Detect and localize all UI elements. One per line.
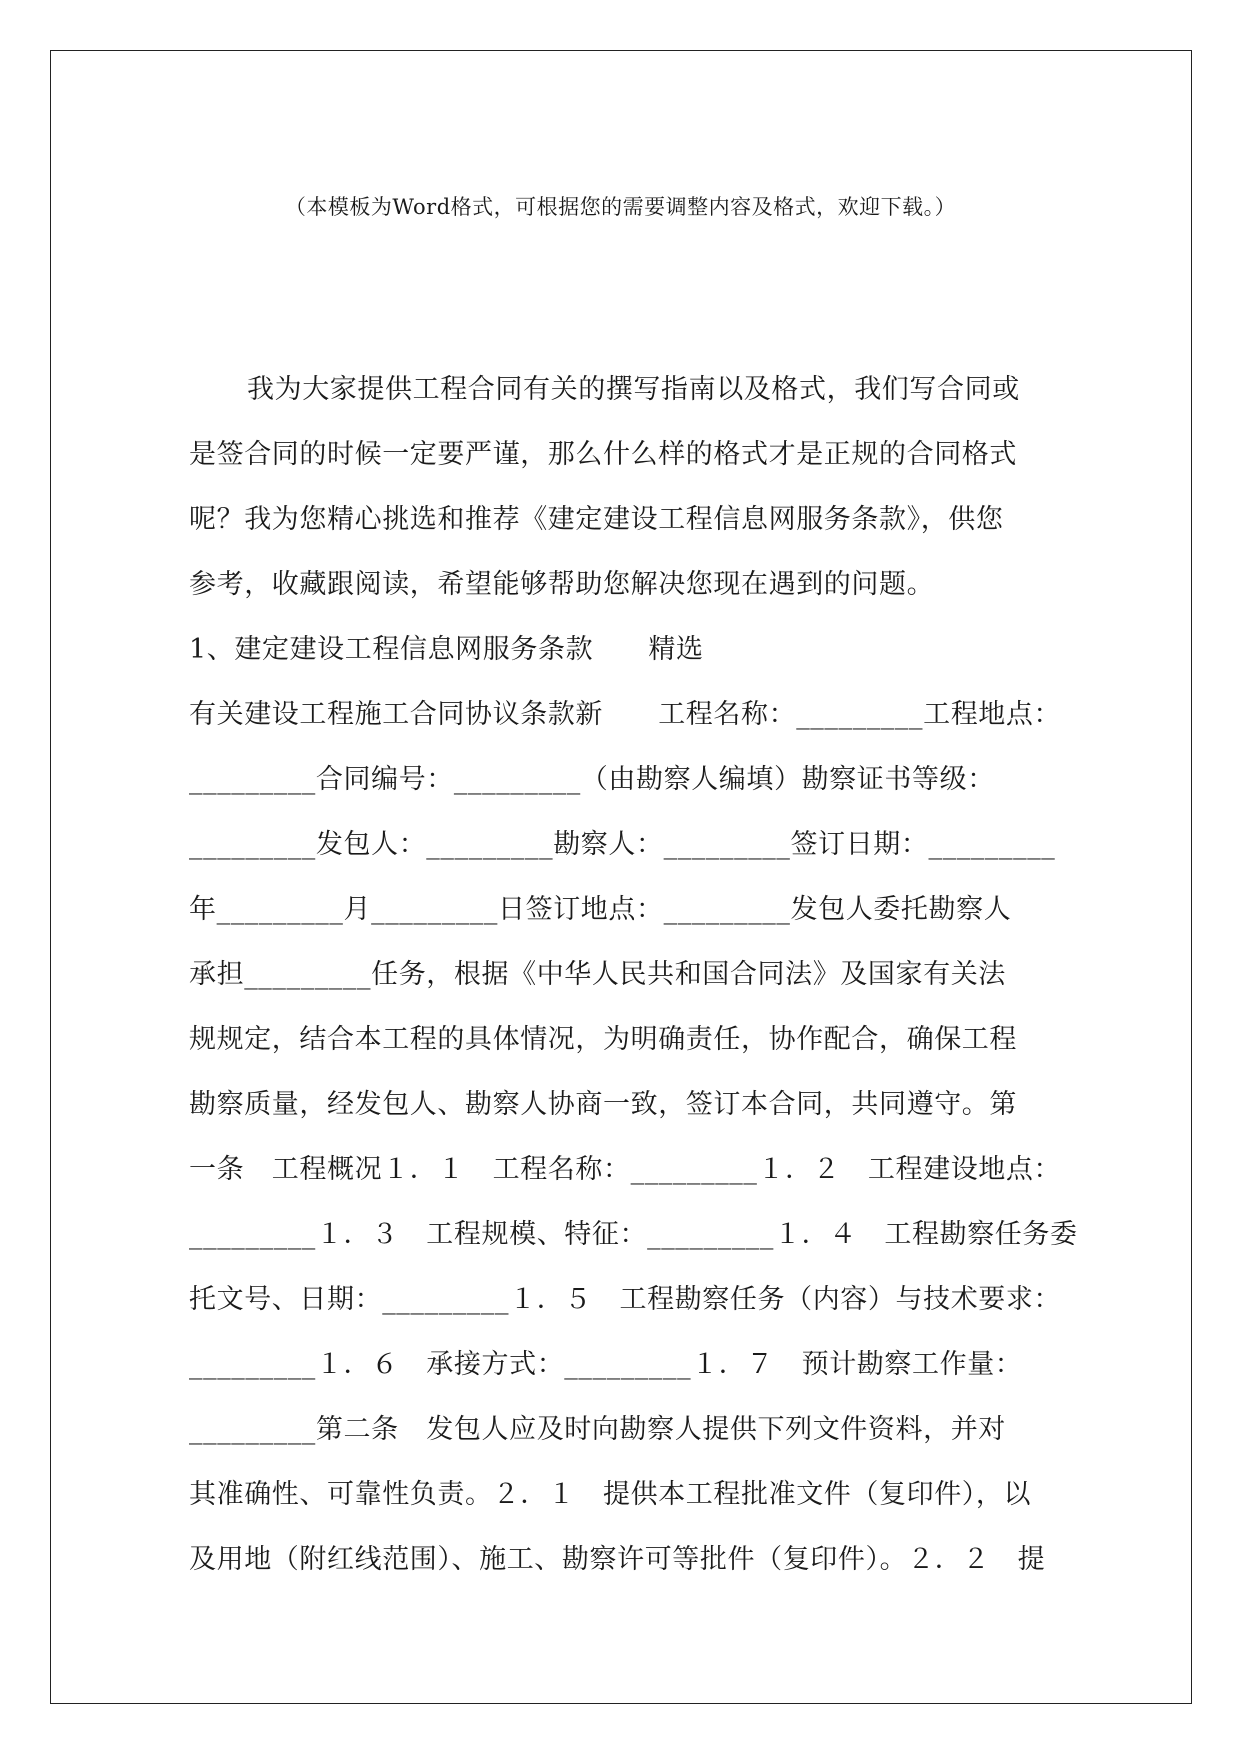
paragraph-line: 参考，收藏跟阅读，希望能够帮助您解决您现在遇到的问题。 <box>189 569 935 600</box>
document-body <box>189 370 1078 1605</box>
paragraph-line: 及用地（附红线范围）、施工、勘察许可等批件（复印件）。２．２ 提 <box>189 1544 1046 1575</box>
paragraph-line: 托文号、日期：_________１．５ 工程勘察任务（内容）与技术要求： <box>189 1284 1062 1315</box>
paragraph-line: _________合同编号：_________（由勘察人编填）勘察证书等级： <box>189 764 995 795</box>
paragraph-line: 其准确性、可靠性负责。２．１ 提供本工程批准文件（复印件），以 <box>189 1479 1032 1510</box>
paragraph-line: 一条 工程概况１．１ 工程名称：_________１．２ 工程建设地点： <box>189 1154 1062 1185</box>
section-heading: 1、建定建设工程信息网服务条款 精选 <box>189 634 704 665</box>
paragraph-line: 是签合同的时候一定要严谨，那么什么样的格式才是正规的合同格式 <box>189 439 1017 470</box>
paragraph-line: 勘察质量，经发包人、勘察人协商一致，签订本合同，共同遵守。第 <box>189 1089 1017 1120</box>
paragraph-line: 承担_________任务，根据《中华人民共和国合同法》及国家有关法 <box>189 959 1006 990</box>
paragraph-line: _________１．３ 工程规模、特征：_________１．４ 工程勘察任务委 <box>189 1219 1078 1250</box>
paragraph-line: _________第二条 发包人应及时向勘察人提供下列文件资料，并对 <box>189 1414 1006 1445</box>
paragraph-line: 呢？我为您精心挑选和推荐《建定建设工程信息网服务条款》，供您 <box>189 504 1004 535</box>
paragraph-line: _________发包人：_________勘察人：_________签订日期：_________ <box>189 829 1056 860</box>
paragraph-line: 有关建设工程施工合同协议条款新 工程名称：_________工程地点： <box>189 699 1062 730</box>
paragraph-line: 我为大家提供工程合同有关的撰写指南以及格式，我们写合同或 <box>247 374 1020 405</box>
template-notice: （本模板为Word格式，可根据您的需要调整内容及格式，欢迎下载。） <box>284 195 957 219</box>
paragraph-line: 规规定，结合本工程的具体情况，为明确责任，协作配合，确保工程 <box>189 1024 1017 1055</box>
paragraph-line: _________１．６ 承接方式：_________１．７ 预计勘察工作量： <box>189 1349 1023 1380</box>
paragraph-line: 年_________月_________日签订地点：_________发包人委托勘察人 <box>189 894 1012 925</box>
